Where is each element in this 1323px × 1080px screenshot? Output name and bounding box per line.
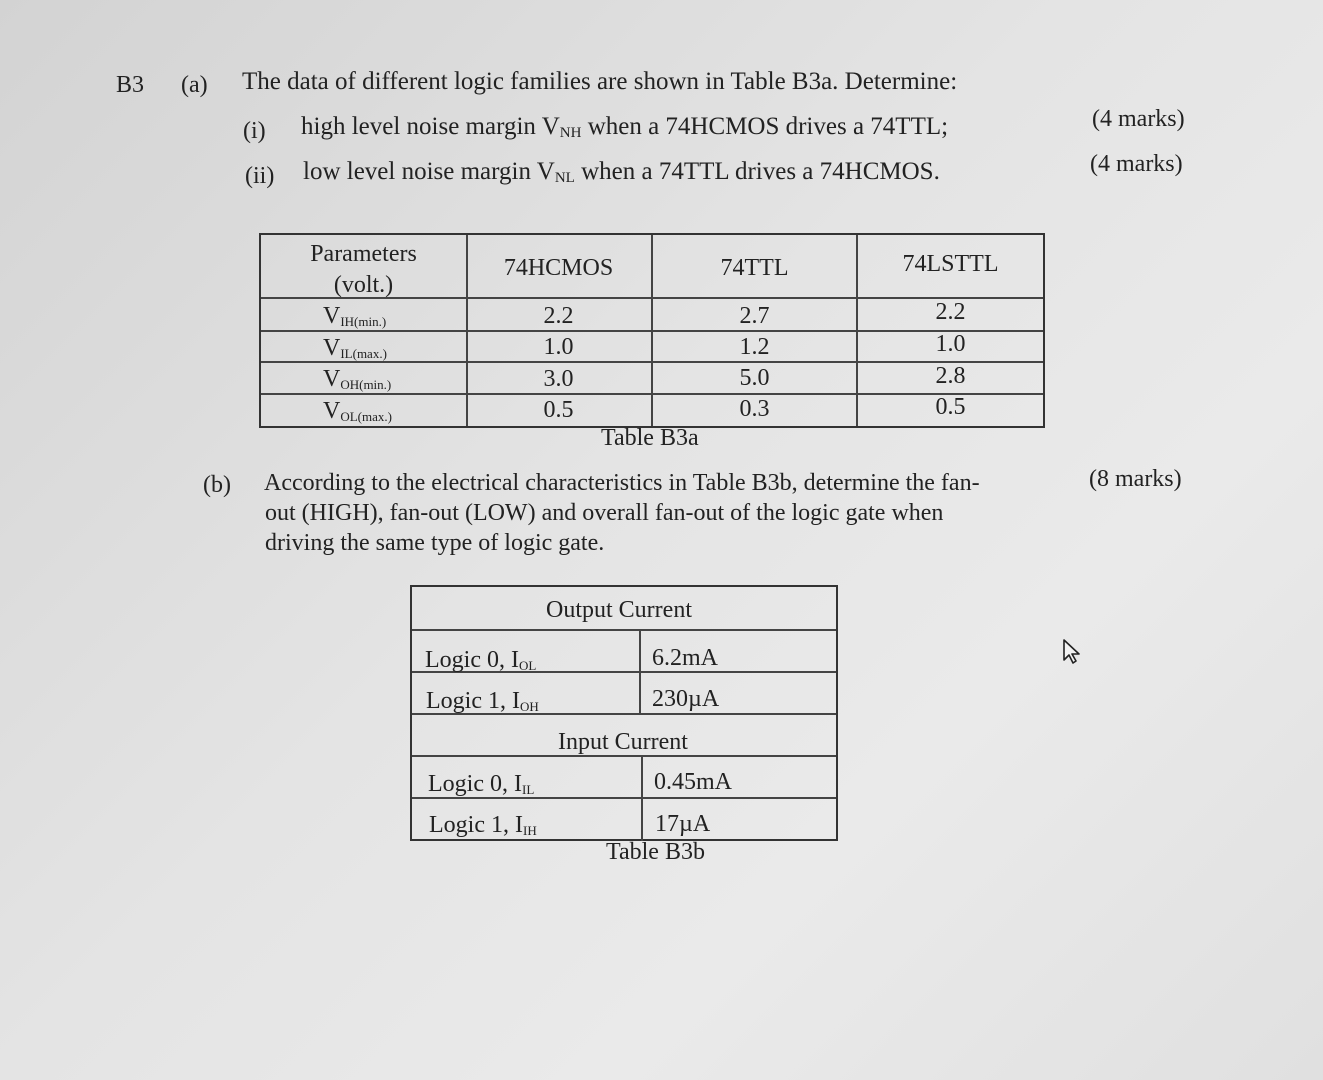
item-ii-label: (ii) [245,163,275,189]
table-b3b-caption: Table B3b [606,839,705,865]
output-row-value: 230µA [652,686,720,712]
table-b3b [410,585,838,841]
header-74ttl: 74TTL [720,255,789,281]
param-vil: $V_{IL(max.)}$ [323,335,387,361]
table-cell: 2.8 [935,363,966,389]
table-cell: 0.3 [739,396,770,422]
item-ii-text: low level noise margin $V_{NL}$ when a 74TTL drives a 74HCMOS. [303,158,940,186]
item-i-label: (i) [243,118,266,144]
input-row-label: Logic 0, $I_{IL}$ [428,771,535,797]
table-cell: 2.7 [739,303,770,329]
table-cell: 1.0 [543,334,574,360]
table-cell: 3.0 [543,366,574,392]
header-74lsttl: 74LSTTL [902,251,999,277]
part-b-line-1: According to the electrical characteristics in Table B3b, determine the fan- [264,470,980,496]
output-row-label: Logic 0, $I_{OL}$ [425,647,537,673]
table-cell: 1.2 [739,334,770,360]
input-row-value: 0.45mA [654,769,732,795]
param-vih: $V_{IH(min.)}$ [323,303,387,329]
param-vol: $V_{OL(max.)}$ [323,398,392,424]
param-voh: $V_{OH(min.)}$ [323,366,392,392]
header-74hcmos: 74HCMOS [503,255,614,281]
table-cell: 2.2 [935,299,966,325]
item-ii-marks: (4 marks) [1090,151,1183,177]
item-i-text: high level noise margin $V_{NH}$ when a 74HCMOS drives a 74TTL; [301,113,949,141]
mouse-cursor-icon [1062,638,1088,669]
output-row-label: Logic 1, $I_{OH}$ [426,688,539,714]
part-a-label: (a) [181,72,208,98]
output-current-header: Output Current [546,597,692,623]
input-current-header: Input Current [558,729,688,755]
item-i-marks: (4 marks) [1092,106,1185,132]
table-b3a-caption: Table B3a [601,425,699,451]
header-parameters: Parameters [310,241,417,267]
part-b-line-3: driving the same type of logic gate. [265,530,605,556]
table-cell: 5.0 [739,365,770,391]
part-b-line-2: out (HIGH), fan-out (LOW) and overall fan-out of the logic gate when [265,500,944,526]
part-b-marks: (8 marks) [1089,466,1182,492]
table-cell: 1.0 [935,331,966,357]
question-number: B3 [116,72,145,98]
table-b3a [259,233,1045,428]
part-b-label: (b) [203,472,231,498]
table-col-divider [639,629,641,713]
table-col-divider [641,755,643,841]
table-row-divider [412,629,836,631]
header-parameters-unit: (volt.) [333,272,394,298]
table-cell: 0.5 [935,394,966,420]
input-row-label: Logic 1, $I_{IH}$ [429,812,537,838]
part-a-intro: The data of different logic families are shown in Table B3a. Determine: [242,68,958,95]
table-cell: 2.2 [543,303,574,329]
output-row-value: 6.2mA [652,645,718,671]
table-cell: 0.5 [543,397,574,423]
input-row-value: 17µA [655,811,711,837]
